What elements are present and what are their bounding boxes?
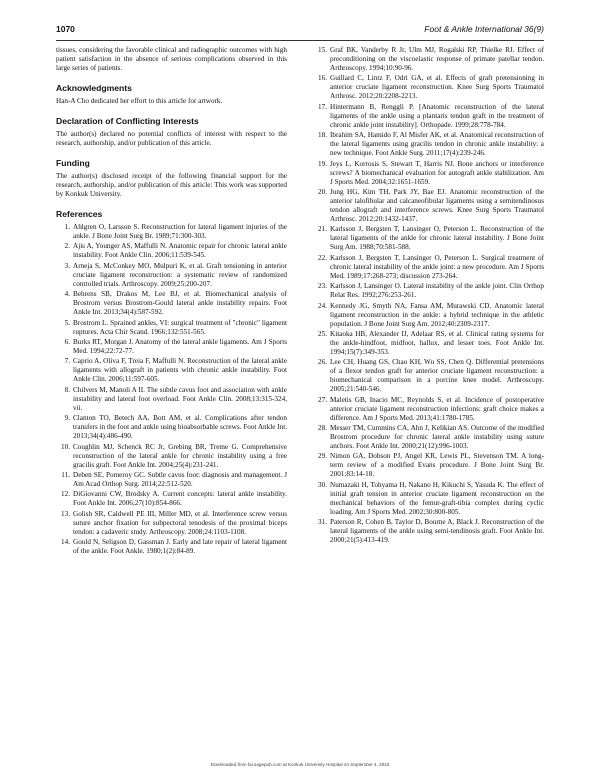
funding-text: The author(s) disclosed receipt of the following financial support for the research, authorship, and/or publication of this article: This work was supported by Konkuk University.: [56, 172, 287, 198]
reference-text: Numazaki H, Tohyama H, Nakano H, Kikuchi S, Yasuda K. The effect of initial graft tension in anterior cruciate ligament reconstruction on the mechanical behaviors of the femur-graft-tibia complex during cyclic loading. Am J Sports Med. 2002;30:800-805.: [330, 480, 544, 516]
reference-number: 8.: [64, 385, 70, 394]
reference-item: [313, 254, 544, 281]
reference-number: 29.: [318, 452, 327, 461]
reference-item: [56, 471, 287, 489]
reference-item: [56, 414, 287, 441]
reference-item: [56, 443, 287, 470]
reference-text: Guillard C, Lintz F, Odri GA, et al. Effects of graft pretensioning in anterior cruciate ligament reconstruction. Knee Surg Sports Traumatol Arthrosc. 2012;20:2208-2213.: [330, 74, 544, 101]
reference-item: [313, 74, 544, 101]
reference-text: DiGiovanni CW, Brodsky A. Current concepts: lateral ankle instability. Foot Ankle Int. 2006;27(10):854-866.: [73, 490, 287, 508]
reference-number: 30.: [318, 480, 327, 489]
reference-number: 15.: [318, 46, 327, 54]
reference-number: 31.: [318, 518, 327, 527]
reference-item: [313, 225, 544, 252]
acknowledgments-heading: Acknowledgments: [56, 83, 132, 93]
reference-text: Hintermann B, Renggli P. [Anatomic reconstruction of the lateral ligaments of the ankle using a plantaris tendon graft in the treatment of chronic ankle joint instability]. Orthopade. 1999;28:778-784.: [330, 102, 544, 129]
download-footer: Downloaded from fai.sagepub.com at Konkuk University Hospital on September 4, 2015: [210, 762, 390, 767]
left-column: [56, 46, 287, 557]
reference-text: Karlsson J, Bergsten T, Lansinger O, Peterson L. Surgical treatment of chronic lateral instability of the ankle joint: a new procedure. Am J Sports Med. 1989;17:268-273; discussion 273-264.: [330, 253, 544, 280]
reference-number: 18.: [318, 131, 327, 140]
reference-number: 19.: [318, 159, 327, 168]
reference-item: [313, 282, 544, 300]
reference-item: [313, 160, 544, 187]
reference-number: 24.: [318, 301, 327, 310]
reference-number: 23.: [318, 282, 327, 291]
reference-text: Ajis A, Younger AS, Maffulli N. Anatomic repair for chronic lateral ankle instability. Foot Ankle Clin. 2006;11:539-545.: [73, 242, 287, 260]
reference-item: [313, 424, 544, 451]
reference-text: Behrens SB, Drakos M, Lee BJ, et al. Biomechanical analysis of Brostrom versus Brostrom-Gould lateral ankle instability repairs. Foot Ankle Int. 2013;34(4):587-592.: [73, 290, 287, 317]
reference-number: 26.: [318, 358, 327, 367]
reference-item: [56, 223, 287, 241]
intro-paragraph: tissues, considering the favorable clinical and radiographic outcomes with high patient satisfaction in the absence of serious complications observed in this large series of patients.: [56, 46, 287, 72]
reference-item: [313, 330, 544, 357]
reference-text: Brostrom L. Sprained ankles, VI: surgical treatment of "chronic" ligament ruptures. Acta Chir Scand. 1966;132:551-565.: [73, 318, 287, 336]
conflicts-heading: Declaration of Conflicting Interests: [56, 116, 199, 126]
reference-text: Kennedy JG, Smyth NA, Fansa AM, Murawski CD. Anatomic lateral ligament reconstruction in the ankle: a hybrid technique in the athletic population. J Bone Joint Surg Am. 2012;40:2309-2317.: [330, 301, 544, 328]
reference-number: 1.: [64, 223, 70, 231]
reference-text: Graf BK, Vanderby R Jr, Ulm MJ, Rogalski RP, Thielke RJ. Effect of preconditioning on the viscoelastic response of primate patellar tendon. Arthroscopy. 1994;10:90-96.: [330, 46, 544, 72]
reference-item: [313, 188, 544, 224]
reference-number: 28.: [318, 424, 327, 433]
reference-item: [56, 490, 287, 508]
reference-item: [56, 319, 287, 337]
reference-item: [313, 302, 544, 329]
reference-text: Jung HG, Kim TH, Park JY, Bae EJ. Anatomic reconstruction of the anterior talofibular and calcaneofibular ligaments using a semitendinosus tendon allograft and interference screws. Knee Surg Sports Traumatol Arthrosc. 2012;20:1432-1437.: [330, 187, 544, 223]
reference-item: [313, 358, 544, 394]
reference-list-left: [56, 223, 287, 556]
reference-number: 20.: [318, 187, 327, 196]
reference-item: [56, 357, 287, 384]
reference-text: Gould N, Seligson D, Gassman J. Early and late repair of lateral ligament of the ankle. Foot Ankle. 1980;1(2):84-89.: [73, 538, 287, 556]
reference-item: [56, 242, 287, 260]
reference-text: Messer TM, Cummins CA, Ahn J, Kelikian AS. Outcome of the modified Brostrom procedure for chronic lateral ankle instability using suture anchors. Foot Ankle Int. 2000;21(12):996-1003.: [330, 424, 544, 451]
reference-item: [56, 386, 287, 413]
conflicts-text: The author(s) declared no potential conflicts of interest with respect to the research, authorship, and/or publication of this article.: [56, 130, 287, 147]
reference-number: 27.: [318, 395, 327, 404]
reference-list-right: [313, 46, 544, 545]
reference-text: Arneja S, McConkey MO, Mulpuri K, et al. Graft tensioning in anterior cruciate ligament reconstruction: a systematic review of randomized controlled trials. Arthroscopy. 2009;25:200-207.: [73, 261, 287, 288]
reference-number: 25.: [318, 329, 327, 338]
reference-number: 2.: [64, 242, 70, 251]
reference-text: Jeys L, Korrosis S, Stewart T, Harris NJ. Bone anchors or interference screws? A biomechanical evaluation for autograft ankle stabilization. Am J Sports Med. 2004;32:1651-1659.: [330, 159, 544, 186]
reference-number: 17.: [318, 102, 327, 111]
reference-number: 7.: [64, 357, 70, 366]
reference-text: Coughlin MJ, Schenck RC Jr, Grebing BR, Treme G. Comprehensive reconstruction of the lateral ankle for chronic instability using a free gracilis graft. Foot Ankle Int. 2004;25(4):231-241.: [73, 442, 287, 469]
reference-text: Lee CH, Huang GS, Chao KH, Wu SS, Chen Q. Differential pretensions of a flexor tendon graft for anterior cruciate ligament reconstruction: a biomechanical comparison in a porcine knee model. Arthroscopy. 2005;21:540-546.: [330, 358, 544, 394]
reference-item: [313, 103, 544, 130]
funding-heading: Funding: [56, 158, 90, 168]
header-rule: [56, 40, 544, 41]
running-header: [56, 24, 544, 38]
reference-number: 22.: [318, 253, 327, 262]
right-column: [313, 46, 544, 547]
acknowledgments-text: Han-A Cho dedicated her effort to this article for artwork.: [56, 97, 223, 105]
reference-text: Clanton TO, Betech AA, Bott AM, et al. Complications after tendon transfers in the foot and ankle using bioabsorbable screws. Foot Ankle Int. 2013;34(4):486-490.: [73, 414, 287, 441]
reference-item: [56, 538, 287, 556]
reference-text: Kitaoka HB, Alexander IJ, Adelaar RS, et al. Clinical rating systems for the ankle-hindfoot, midfoot, hallux, and lesser toes. Foot Ankle Int. 1994;15(7):349-353.: [330, 329, 544, 356]
reference-text: Golish SR, Caldwell PE III, Miller MD, et al. Interference screw versus suture anchor fixation for subpectoral tenodesis of the proximal biceps tendon: a cadaveric study. Arthroscopy. 2008;24:1103-1108.: [73, 509, 287, 536]
reference-text: Karlsson J, Bergsten T, Lansinger O, Peterson L. Reconstruction of the lateral ligaments of the ankle for chronic lateral instability. J Bone Joint Surg Am. 1988;70:581-588.: [330, 225, 544, 252]
references-heading: References: [56, 209, 103, 219]
reference-item: [56, 290, 287, 317]
reference-number: 13.: [61, 509, 70, 518]
reference-text: Deben SE, Pomeroy GC. Subtle cavus foot: diagnosis and management. J Am Acad Orthop Surg. 2014;22:512-520.: [73, 470, 287, 488]
reference-text: Caprio A, Oliva F, Treia F, Maffulli N. Reconstruction of the lateral ankle ligaments with allograft in patients with chronic ankle instability. Foot Ankle Clin. 2006;11:597-605.: [73, 357, 287, 384]
reference-number: 3.: [64, 261, 70, 270]
reference-text: Chilvers M, Manoli A II. The subtle cavus foot and association with ankle instability and lateral foot overload. Foot Ankle Clin. 2008;13:315-324, vii.: [73, 385, 287, 412]
reference-text: Nimon GA, Dobson PJ, Angel KR, Lewis PL, Stevenson TM. A long-term review of a modified Evans procedure. J Bone Joint Surg Br. 2001;83:14-18.: [330, 452, 544, 479]
reference-number: 9.: [64, 414, 70, 423]
reference-number: 11.: [61, 470, 70, 479]
journal-name: Foot & Ankle International 36(9): [424, 24, 544, 34]
reference-text: Ahlgren O, Larsson S. Reconstruction for lateral ligament injuries of the ankle. J Bone Joint Surg Br. 1989;71:300-303.: [73, 223, 287, 240]
reference-text: Maletis GB, Inacio MC, Reynolds S, et al. Incidence of postoperative anterior cruciate ligament reconstruction infections: graft choice makes a difference. Am J Sports Med. 2013;41:1780-1785.: [330, 395, 544, 422]
reference-item: [313, 452, 544, 479]
reference-item: [313, 518, 544, 545]
reference-item: [313, 131, 544, 158]
reference-text: Paterson R, Cohen B, Taylor D, Bourne A, Black J. Reconstruction of the lateral ligaments of the ankle using semi-tendinosis graft. Foot Ankle Int. 2000;21(5):413-419.: [330, 518, 544, 545]
reference-number: 10.: [61, 442, 70, 451]
reference-item: [56, 338, 287, 356]
reference-number: 12.: [61, 490, 70, 499]
page-number: 1070: [56, 24, 75, 34]
reference-item: [313, 396, 544, 423]
reference-text: Burks RT, Morgan J. Anatomy of the lateral ankle ligaments. Am J Sports Med. 1994;22:72-77.: [73, 337, 287, 355]
reference-text: Karlsson J, Lansinger O. Lateral instability of the ankle joint. Clin Orthop Relat Res. 1992;276:253-261.: [330, 282, 544, 300]
reference-number: 6.: [64, 337, 70, 346]
reference-item: [56, 510, 287, 537]
reference-number: 16.: [318, 74, 327, 83]
reference-item: [56, 262, 287, 289]
reference-number: 4.: [64, 290, 70, 299]
reference-number: 5.: [64, 318, 70, 327]
reference-text: Ibrahim SA, Hamido F, Al Misfer AK, et al. Anatomical reconstruction of the lateral ligaments using gracilis tendon in chronic ankle instability: a new technique. Foot Ankle Surg. 2011;17(4):239-246.: [330, 131, 544, 158]
reference-number: 14.: [61, 538, 70, 547]
reference-item: [313, 46, 544, 73]
reference-item: [313, 481, 544, 517]
reference-number: 21.: [318, 225, 327, 234]
